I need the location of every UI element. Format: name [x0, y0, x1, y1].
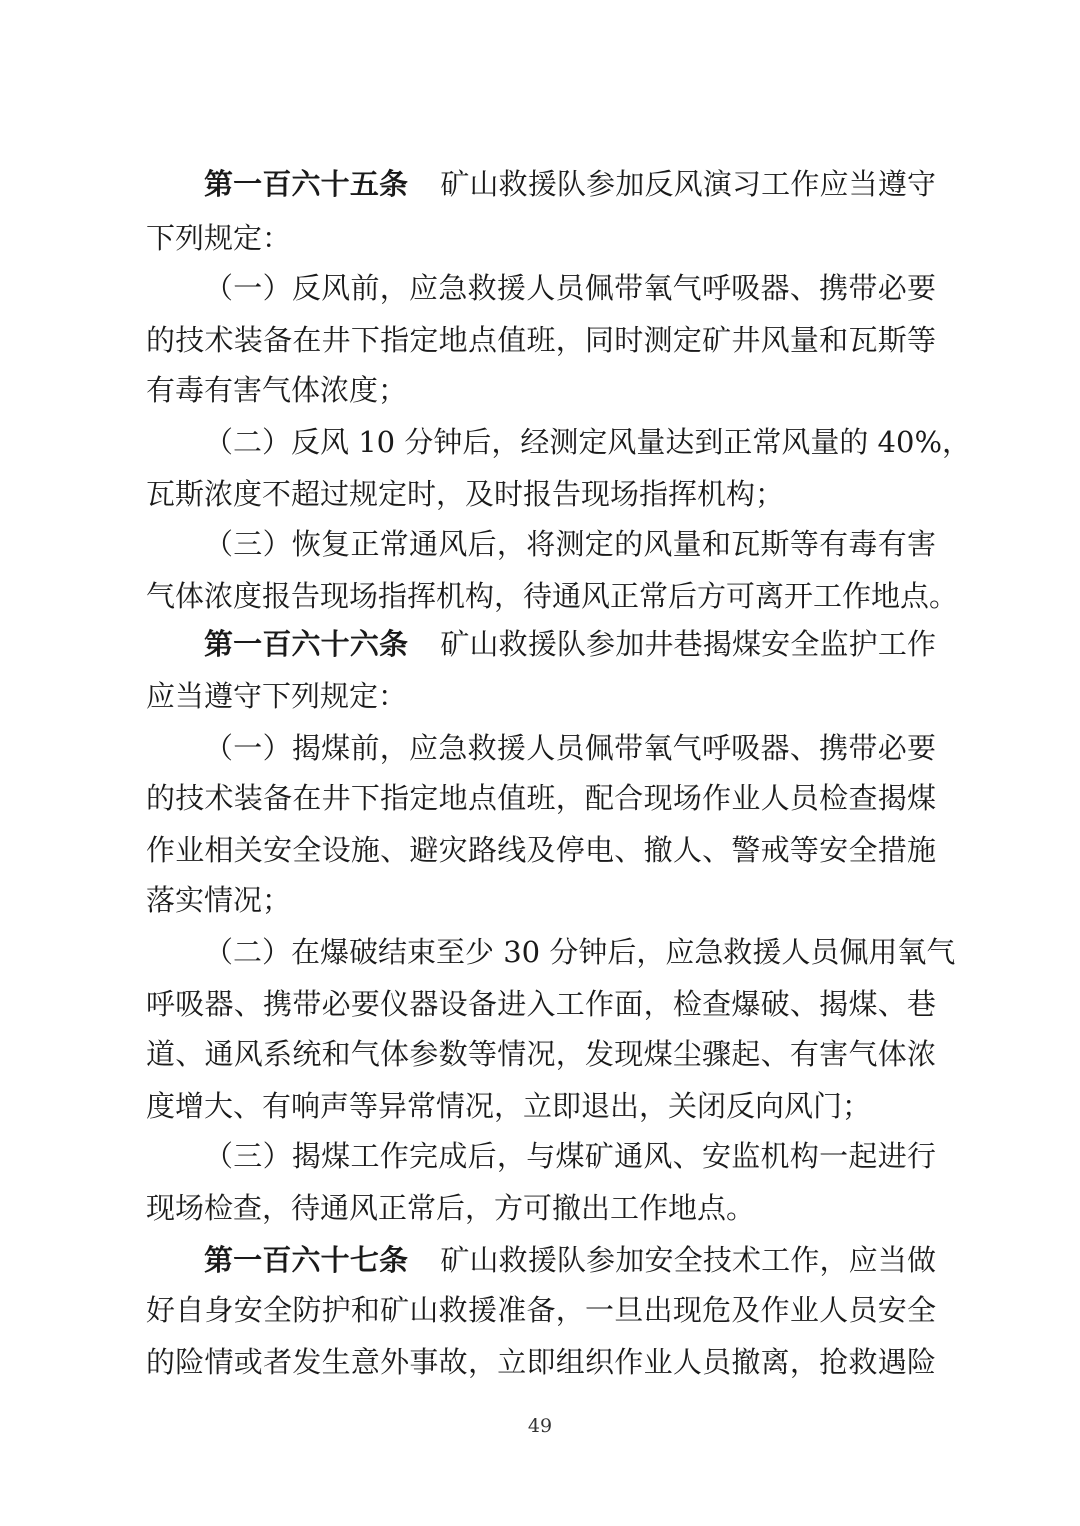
text-line: （三）揭煤工作完成后，与煤矿通风、安监机构一起进行 — [204, 1139, 936, 1173]
text-line: 作业相关安全设施、避灾路线及停电、撤人、警戒等安全措施 — [146, 833, 936, 867]
text-line: 瓦斯浓度不超过规定时，及时报告现场指挥机构； — [146, 477, 785, 511]
text-line: 落实情况； — [146, 883, 292, 917]
text-line: 气体浓度报告现场指挥机构，待通风正常后方可离开工作地点。 — [146, 579, 959, 613]
article-166-text: 矿山救援队参加井巷揭煤安全监护工作 — [440, 627, 936, 661]
article-165-first-line — [204, 164, 936, 204]
text-line: 的险情或者发生意外事故，立即组织作业人员撤离，抢救遇险 — [146, 1345, 936, 1379]
page-number: 49 — [527, 1415, 553, 1437]
text-line: 呼吸器、携带必要仪器设备进入工作面，检查爆破、揭煤、巷 — [146, 987, 936, 1021]
text-line: 下列规定： — [146, 221, 292, 255]
text-line: 好自身安全防护和矿山救援准备，一旦出现危及作业人员安全 — [146, 1293, 936, 1327]
text-line: （一）反风前，应急救援人员佩带氧气呼吸器、携带必要 — [204, 271, 936, 305]
text-line: 应当遵守下列规定： — [146, 679, 408, 713]
text-line: （二）反风 10 分钟后，经测定风量达到正常风量的 40%， — [204, 425, 972, 459]
article-167-first-line — [204, 1240, 936, 1280]
text-line: （二）在爆破结束至少 30 分钟后，应急救援人员佩用氧气 — [204, 935, 956, 969]
article-167-text: 矿山救援队参加安全技术工作，应当做 — [440, 1243, 936, 1277]
text-line: 现场检查，待通风正常后，方可撤出工作地点。 — [146, 1191, 756, 1225]
article-166-heading: 第一百六十六条 — [204, 627, 409, 661]
text-line: 度增大、有响声等异常情况，立即退出，关闭反向风门； — [146, 1089, 872, 1123]
text-line: 的技术装备在井下指定地点值班，配合现场作业人员检查揭煤 — [146, 781, 936, 815]
article-165-text: 矿山救援队参加反风演习工作应当遵守 — [440, 167, 936, 201]
text-line: （一）揭煤前，应急救援人员佩带氧气呼吸器、携带必要 — [204, 731, 936, 765]
text-line: 有毒有害气体浓度； — [146, 373, 408, 407]
article-166-first-line — [204, 624, 936, 664]
text-line: （三）恢复正常通风后，将测定的风量和瓦斯等有毒有害 — [204, 527, 936, 561]
article-165-heading: 第一百六十五条 — [204, 167, 409, 201]
text-line: 的技术装备在井下指定地点值班，同时测定矿井风量和瓦斯等 — [146, 323, 936, 357]
text-line: 道、通风系统和气体参数等情况，发现煤尘骤起、有害气体浓 — [146, 1037, 936, 1071]
article-167-heading: 第一百六十七条 — [204, 1243, 409, 1277]
